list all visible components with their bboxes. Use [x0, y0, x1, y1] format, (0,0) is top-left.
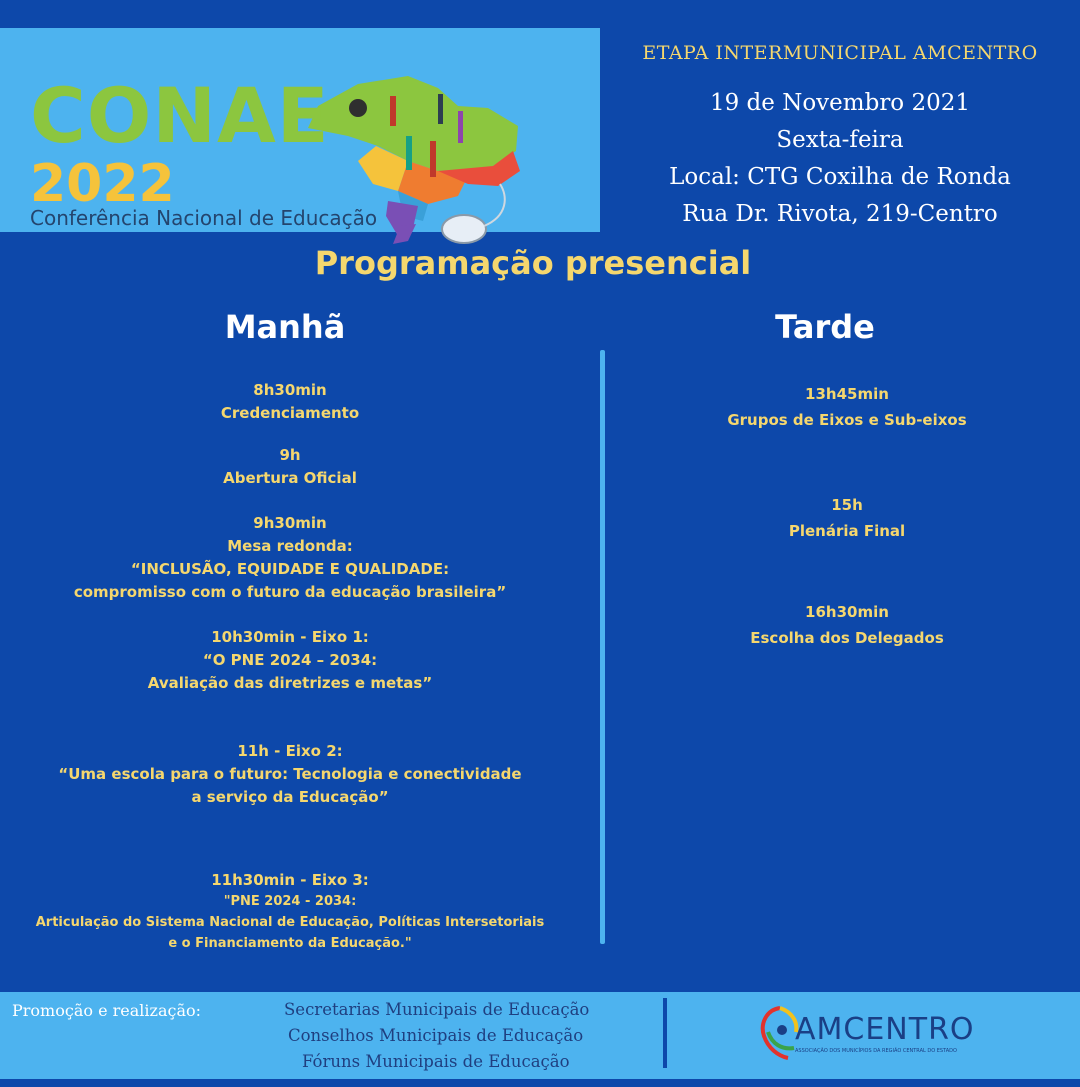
- event-info: [600, 28, 1080, 232]
- schedule-desc: Mesa redonda:: [227, 537, 353, 555]
- schedule-item: [0, 512, 580, 604]
- conae-logo-box: [0, 28, 600, 232]
- event-stage: ETAPA INTERMUNICIPAL AMCENTRO: [642, 42, 1038, 64]
- schedule-item: [0, 740, 580, 809]
- program-title: Programação presencial: [314, 244, 752, 282]
- schedule-desc: Avaliação das diretrizes e metas”: [147, 674, 433, 692]
- footer-divider: [663, 998, 667, 1068]
- schedule-time: 15h: [831, 496, 863, 514]
- schedule-desc: Plenária Final: [788, 522, 906, 540]
- conae-title: CONAE: [30, 71, 330, 160]
- schedule-time: 11h - Eixo 2:: [237, 742, 343, 760]
- organizer-foruns: Fóruns Municipais de Educação: [302, 1052, 570, 1071]
- schedule-desc: “Uma escola para o futuro: Tecnologia e conectividade: [58, 765, 522, 783]
- conae-year: 2022: [30, 154, 175, 214]
- event-date: 19 de Novembro 2021: [709, 90, 971, 116]
- schedule-time: 10h30min - Eixo 1:: [211, 628, 369, 646]
- amcentro-wordmark: AMCENTRO: [795, 1012, 975, 1047]
- schedule-time: 11h30min - Eixo 3:: [211, 871, 369, 889]
- schedule-desc: compromisso com o futuro da educação brasileira”: [73, 583, 507, 601]
- event-location: Local: CTG Coxilha de Ronda: [669, 164, 1011, 190]
- schedule-time: 13h45min: [805, 385, 889, 403]
- schedule-desc: Escolha dos Delegados: [750, 629, 944, 647]
- schedule-time: 9h30min: [253, 514, 327, 532]
- footer: [0, 992, 1080, 1079]
- schedule-desc: Abertura Oficial: [223, 469, 357, 487]
- morning-heading: Manhã: [224, 308, 346, 346]
- schedule-time: 9h: [279, 446, 301, 464]
- schedule-item: [0, 444, 580, 490]
- schedule-item: [612, 599, 1080, 651]
- amcentro-tagline: ASSOCIAÇÃO DOS MUNICÍPIOS DA REGIÃO CENTRAL DO ESTADO: [795, 1048, 957, 1054]
- schedule-time: 8h30min: [253, 381, 327, 399]
- schedule-desc: "PNE 2024 - 2034:: [223, 894, 357, 909]
- schedule-item: [0, 379, 580, 425]
- event-weekday: Sexta-feira: [776, 127, 904, 153]
- column-divider: [600, 350, 605, 944]
- schedule-desc: “O PNE 2024 – 2034:: [202, 651, 378, 669]
- event-address: Rua Dr. Rivota, 219-Centro: [682, 201, 998, 227]
- afternoon-heading: Tarde: [775, 308, 875, 346]
- schedule-item: [0, 870, 580, 954]
- schedule-desc: “INCLUSÃO, EQUIDADE E QUALIDADE:: [130, 560, 450, 578]
- schedule-desc: e o Financiamento da Educação.": [168, 936, 412, 951]
- schedule-time: 16h30min: [805, 603, 889, 621]
- schedule-desc: Credenciamento: [220, 404, 360, 422]
- schedule-item: [612, 492, 1080, 544]
- organizer-secretarias: Secretarias Municipais de Educação: [284, 1000, 590, 1019]
- schedule-desc: Articulação do Sistema Nacional de Educação, Políticas Intersetoriais: [35, 915, 545, 930]
- schedule-desc: a serviço da Educação”: [191, 788, 389, 806]
- schedule-item: [0, 626, 580, 695]
- computer-mouse-icon: [442, 215, 486, 243]
- schedule-desc: Grupos de Eixos e Sub-eixos: [727, 411, 967, 429]
- conae-subtitle: Conferência Nacional de Educação: [30, 206, 378, 230]
- promo-label: Promoção e realização:: [12, 1001, 202, 1020]
- organizer-conselhos: Conselhos Municipais de Educação: [288, 1026, 584, 1045]
- footer-bottom-band: [0, 1079, 1080, 1087]
- schedule-item: [612, 381, 1080, 433]
